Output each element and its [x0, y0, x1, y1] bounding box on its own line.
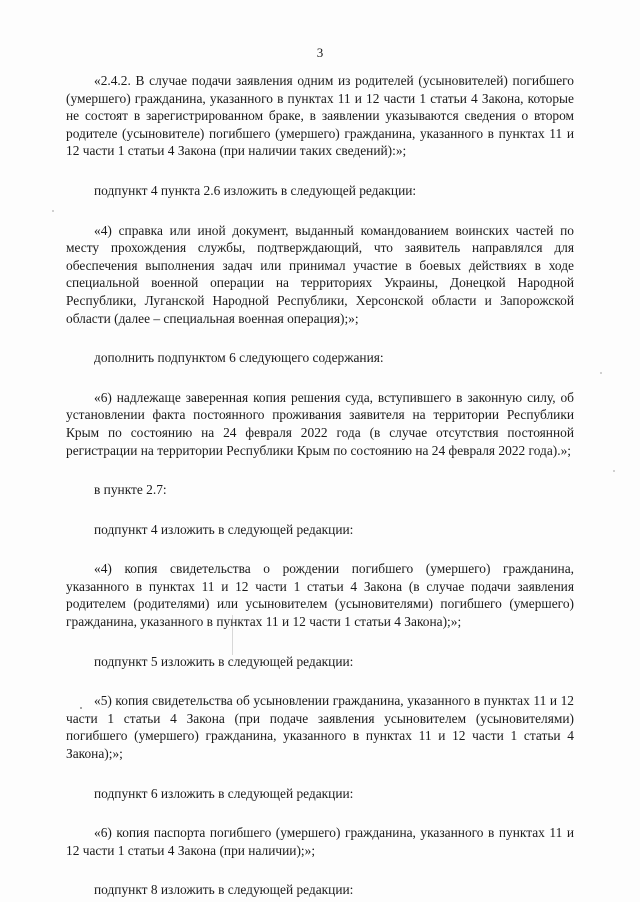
instruction-subitem-4: подпункт 4 изложить в следующей редакции: — [94, 521, 354, 537]
page-number: 3 — [316, 45, 324, 60]
paragraph-subitem-4-birth-certificate: «4) копия свидетельства о рождении погибшего (умершего) гражданина, указанного в пунктах 11 и 12 части 1 статьи 4 Закона (в случае подачи заявления родителем (родителями) или усыновителем (усыновителями) погибшего (умершего) гражданина, указанного в пунктах 11 и 12 части 1 статьи 4 Закона);»; — [66, 561, 574, 630]
scan-artifact-line — [232, 615, 233, 655]
scan-artifact-dot — [613, 470, 615, 472]
instruction-subitem-4-item-2-6: подпункт 4 пункта 2.6 изложить в следующей редакции: — [94, 182, 417, 198]
scan-artifact-dot — [52, 210, 54, 212]
document-body — [66, 72, 574, 899]
instruction-subitem-5: подпункт 5 изложить в следующей редакции: — [94, 653, 354, 669]
scan-artifact-dot — [600, 372, 602, 374]
instruction-add-subitem-6: дополнить подпунктом 6 следующего содержания: — [94, 350, 384, 366]
paragraph-subitem-6-passport: «6) копия паспорта погибшего (умершего) гражданина, указанного в пунктах 11 и 12 части 1 статьи 4 Закона (при наличии);»; — [66, 825, 574, 858]
instruction-subitem-6: подпункт 6 изложить в следующей редакции: — [94, 785, 354, 801]
instruction-subitem-8: подпункт 8 изложить в следующей редакции: — [94, 882, 354, 898]
paragraph-2-4-2: «2.4.2. В случае подачи заявления одним из родителей (усыновителей) погибшего (умершего) гражданина, указанного в пунктах 11 и 12 части 1 статьи 4 Закона, которые не состоят в зарегистрированном браке, в заявлении указываются сведения о втором родителе (усыновителе) погибшего (умершего) гражданина, указанного в пунктах 11 и 12 части 1 статьи 4 Закона (при наличии таких сведений):»; — [66, 73, 574, 159]
paragraph-subitem-5-adoption-certificate: «5) копия свидетельства об усыновлении гражданина, указанного в пунктах 11 и 12 части 1 статьи 4 Закона (при подаче заявления усыновителем (усыновителями) погибшего (умершего) гражданина, указанного в пунктах 11 и 12 части 1 статьи 4 Закона);»; — [66, 693, 574, 762]
paragraph-subitem-6-text: «6) надлежаще заверенная копия решения суда, вступившего в законную силу, об установлении факта постоянного проживания заявителя на территории Республики Крым по состоянию на 24 февраля 2022 года (в случае отсутствия постоянной регистрации на территории Республики Крым по состоянию на 24 февраля 2022 года).»; — [66, 389, 574, 458]
instruction-item-2-7: в пункте 2.7: — [94, 482, 167, 498]
paragraph-subitem-4-text: «4) справка или иной документ, выданный командованием воинских частей по месту прохождения службы, подтверждающий, что заявитель направлялся для обеспечения выполнения задач или принимал участие в боевых действиях в ходе специальной военной операции на территориях Украины, Донецкой Народной Республики, Луганской Народной Республики, Херсонской области и Запорожской области (далее – специальная военная операция);»; — [66, 222, 574, 326]
scan-artifact-dot — [80, 707, 82, 709]
